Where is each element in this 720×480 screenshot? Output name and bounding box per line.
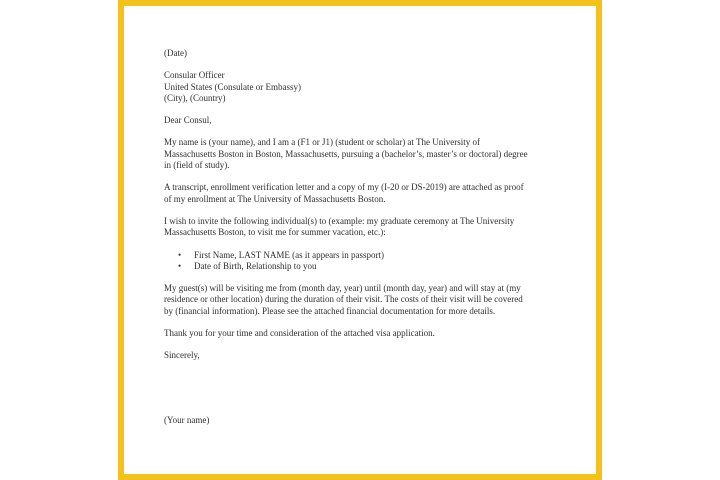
closing: Sincerely,: [164, 350, 200, 361]
recipient-line: Consular Officer: [164, 70, 225, 81]
paragraph-visit-details: [164, 283, 564, 317]
paragraph-invitation: [164, 216, 564, 239]
paragraph-line: My guest(s) will be visiting me from (month day, year) until (month day, year) and will stay at (my: [164, 283, 521, 294]
recipient-block: [164, 70, 564, 104]
paragraph-line: in (field of study).: [164, 160, 230, 171]
paragraph-line: by (financial information). Please see the attached financial documentation for more details.: [164, 305, 496, 316]
recipient-line: United States (Consulate or Embassy): [164, 81, 301, 92]
guest-list-item: • First Name, LAST NAME (as it appears in passport): [194, 250, 564, 261]
paragraph-line: Massachusetts Boston, to visit me for summer vacation, etc.):: [164, 227, 386, 238]
paragraph-line: residence or other location) during the duration of their visit. The costs of their visit will be covered: [164, 294, 523, 305]
paragraph-line: of my enrollment at The University of Massachusetts Boston.: [164, 193, 386, 204]
salutation: Dear Consul,: [164, 115, 212, 126]
paragraph-thanks: Thank you for your time and consideration of the attached visa application.: [164, 328, 435, 339]
signature: (Your name): [164, 414, 210, 425]
paragraph-line: Massachusetts Boston in Boston, Massachusetts, pursuing a (bachelor’s, master’s or doctoral) degree: [164, 148, 528, 159]
paragraph-attachments: [164, 182, 564, 205]
paragraph-line: My name is (your name), and I am a (F1 or J1) (student or scholar) at The University of: [164, 137, 481, 148]
guest-list: [164, 250, 564, 273]
letter-date: (Date): [164, 48, 187, 58]
letter-body: [164, 48, 564, 426]
document-frame: [118, 0, 602, 480]
paragraph-line: I wish to invite the following individual(s) to (example: my graduate ceremony at The University: [164, 215, 515, 226]
recipient-line: (City), (Country): [164, 92, 226, 103]
paragraph-line: A transcript, enrollment verification letter and a copy of my (I-20 or DS-2019) are attached as proof: [164, 182, 524, 193]
guest-list-item: • Date of Birth, Relationship to you: [194, 261, 564, 272]
paragraph-introduction: [164, 137, 564, 171]
